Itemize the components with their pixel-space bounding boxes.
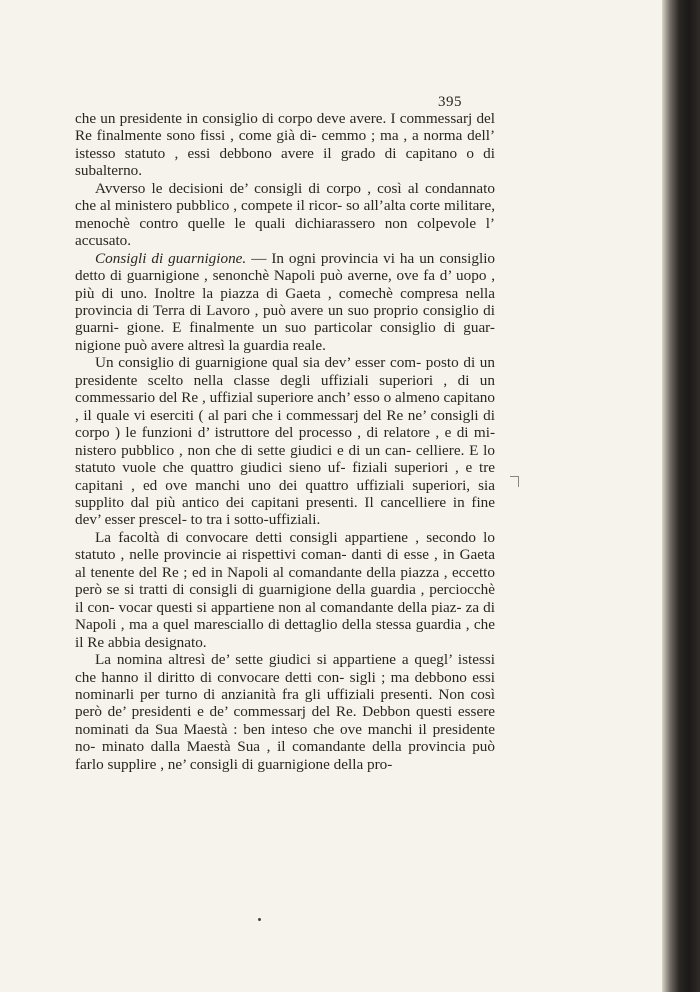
paragraph: La facoltà di convocare detti consigli appartiene , secondo lo statuto , nelle provincie ai rispettivi coman- danti di esse , in Gaeta al tenente del Re ; ed in Napoli al comandante della piazza , eccetto però se si tratti di consigli di guarnigione della guardia , perciocchè il con- vocar questi si appartiene non al comandante della piaz- za di Napoli , ma a quel maresciallo di dettaglio della stessa guardia , che il Re abbia designato. [75,528,495,651]
ink-dot [258,918,261,921]
paragraph-continuation: un consiglio detto di guarnigione , senonchè Napoli può averne, ove fa d’ uopo , più di uno. Inoltre la piazza di Gaeta , comechè compresa nella provincia di Terra di Lavoro , può avere un suo proprio consiglio di guarni- gione. E finalmente un suo particolar consiglio di guar- nigione può avere altresì la guardia reale. [75,249,496,354]
paragraph: Un consiglio di guarnigione qual sia dev’ esser com- posto di un presidente scelto nella classe degli uffiziali superiori , di un commessario del Re , uffizial superiore anch’ esso o almeno capitano , il quale vi eserciti ( al pari che i commessarj del Re ne’ consigli di corpo ) le funzioni d’ istruttore del processo , di relatore , e di mi- nistero pubblico , non che di sette giudici e di un can- celliere. E lo statuto vuole che quattro giudici sieno uf- fiziali superiori , e tre capitani , ed ove manchi uno dei quattro uffiziali superiori, sia supplito dal più antico dei capitani presenti. Il cancelliere in fine dev’ esser prescel- to tra i sotto-uffiziali. [75,354,495,529]
paragraph: La nomina altresì de’ sette giudici si appartiene a quegl’ istessi che hanno il diritto di convocare detti con- sigli ; ma debbono essi nominarli per turno di anzianità fra gli uffiziali presenti. Non così però de’ presidenti e de’ commessarj del Re. Debbon questi essere nominati da Sua Maestà : ben inteso che ove manchi il presidente no- minato dalla Maestà Sua , il comandante della provincia può farlo supplire , ne’ consigli di guarnigione della pro- [75,651,495,773]
body-text [75,110,495,773]
margin-mark [510,476,519,487]
section-paragraph [75,250,495,355]
section-heading: Consigli di guarnigione. [95,249,247,267]
page-number: 395 [438,94,462,110]
book-edge-shadow [662,0,700,992]
paragraph: Avverso le decisioni de’ consigli di corpo , così al condannato che al ministero pubblico , compete il ricor- so all’alta corte militare, menochè contro quelle le quali dichiarassero non colpevole l’ accusato. [75,179,495,250]
section-lead: — In ogni provincia vi ha [251,249,415,267]
paragraph: che un presidente in consiglio di corpo deve avere. I commessarj del Re finalmente sono fissi , come già di- cemmo ; ma , a norma dell’ istesso statuto , essi debbono avere il grado di capitano o di subalterno. [75,110,495,180]
